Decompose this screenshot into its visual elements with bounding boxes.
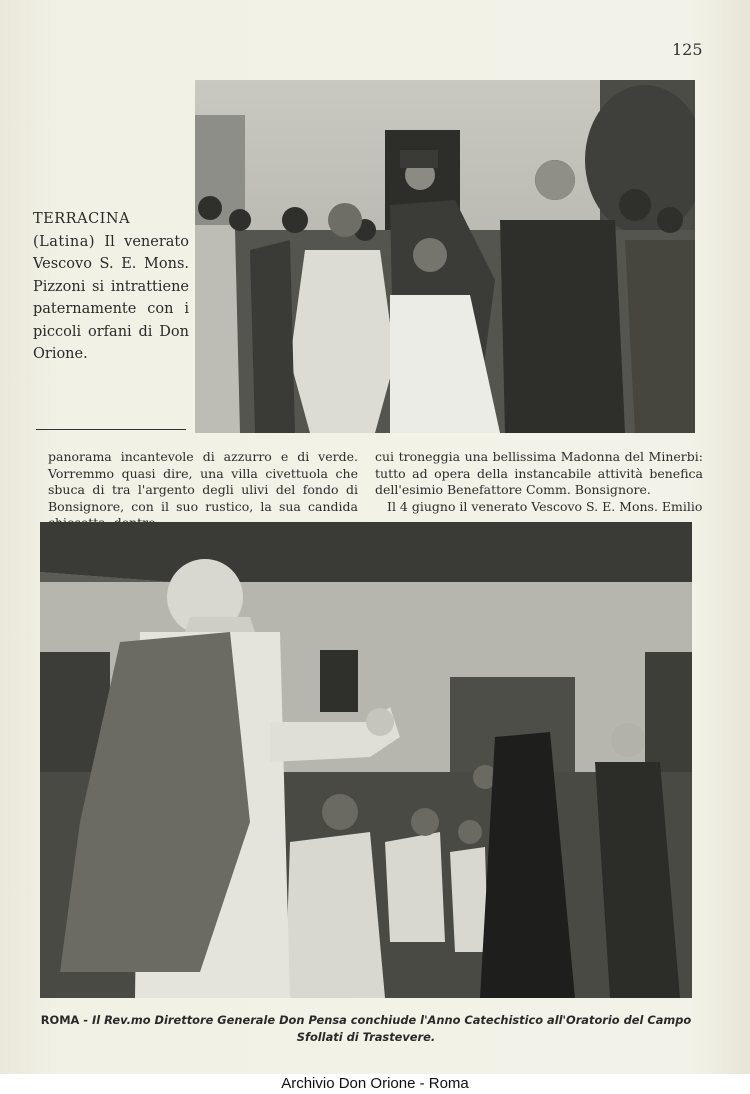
article-paragraph: cui troneggia una bellissima Madonna del Minerbi: tutto ad opera della instancabile attività benefica dell'esimio Benefattore Comm. Bonsignore. (375, 449, 703, 497)
bottom-photo-caption (40, 1012, 692, 1046)
photograph-icon (195, 80, 695, 433)
bottom-photograph (40, 522, 692, 998)
top-photo-caption (33, 208, 189, 366)
page-number: 125 (672, 40, 703, 59)
article-left-column (48, 449, 358, 532)
caption-place: TERRACINA (Latina) (33, 211, 131, 250)
top-photograph (195, 80, 695, 433)
archive-footer: Archivio Don Orione - Roma (0, 1074, 750, 1094)
article-paragraph: panorama incantevole di azzurro e di verde. Vorremmo quasi dire, una villa civettuola che sbuca di tra l'argento degli ulivi del fondo di Bonsignore, con il suo rustico, la sua candida (48, 449, 358, 514)
caption-divider (36, 429, 186, 430)
caption-text: - Il Rev.mo Direttore Generale Don Pensa conchiude l'Anno Catechistico all'Oratorio del Campo Sfollati di Trastevere. (79, 1013, 692, 1044)
article-right-column (375, 449, 703, 515)
article-paragraph: Il 4 giugno il venerato Vescovo S. E. Mons. Emilio (387, 498, 703, 514)
caption-place: ROMA (40, 1013, 80, 1027)
caption-text: Il venerato Vescovo S. E. Mons. Pizzoni si intrattiene paternamente con i piccoli orfani di Don Orione. (33, 233, 189, 362)
photograph-icon (40, 522, 692, 998)
